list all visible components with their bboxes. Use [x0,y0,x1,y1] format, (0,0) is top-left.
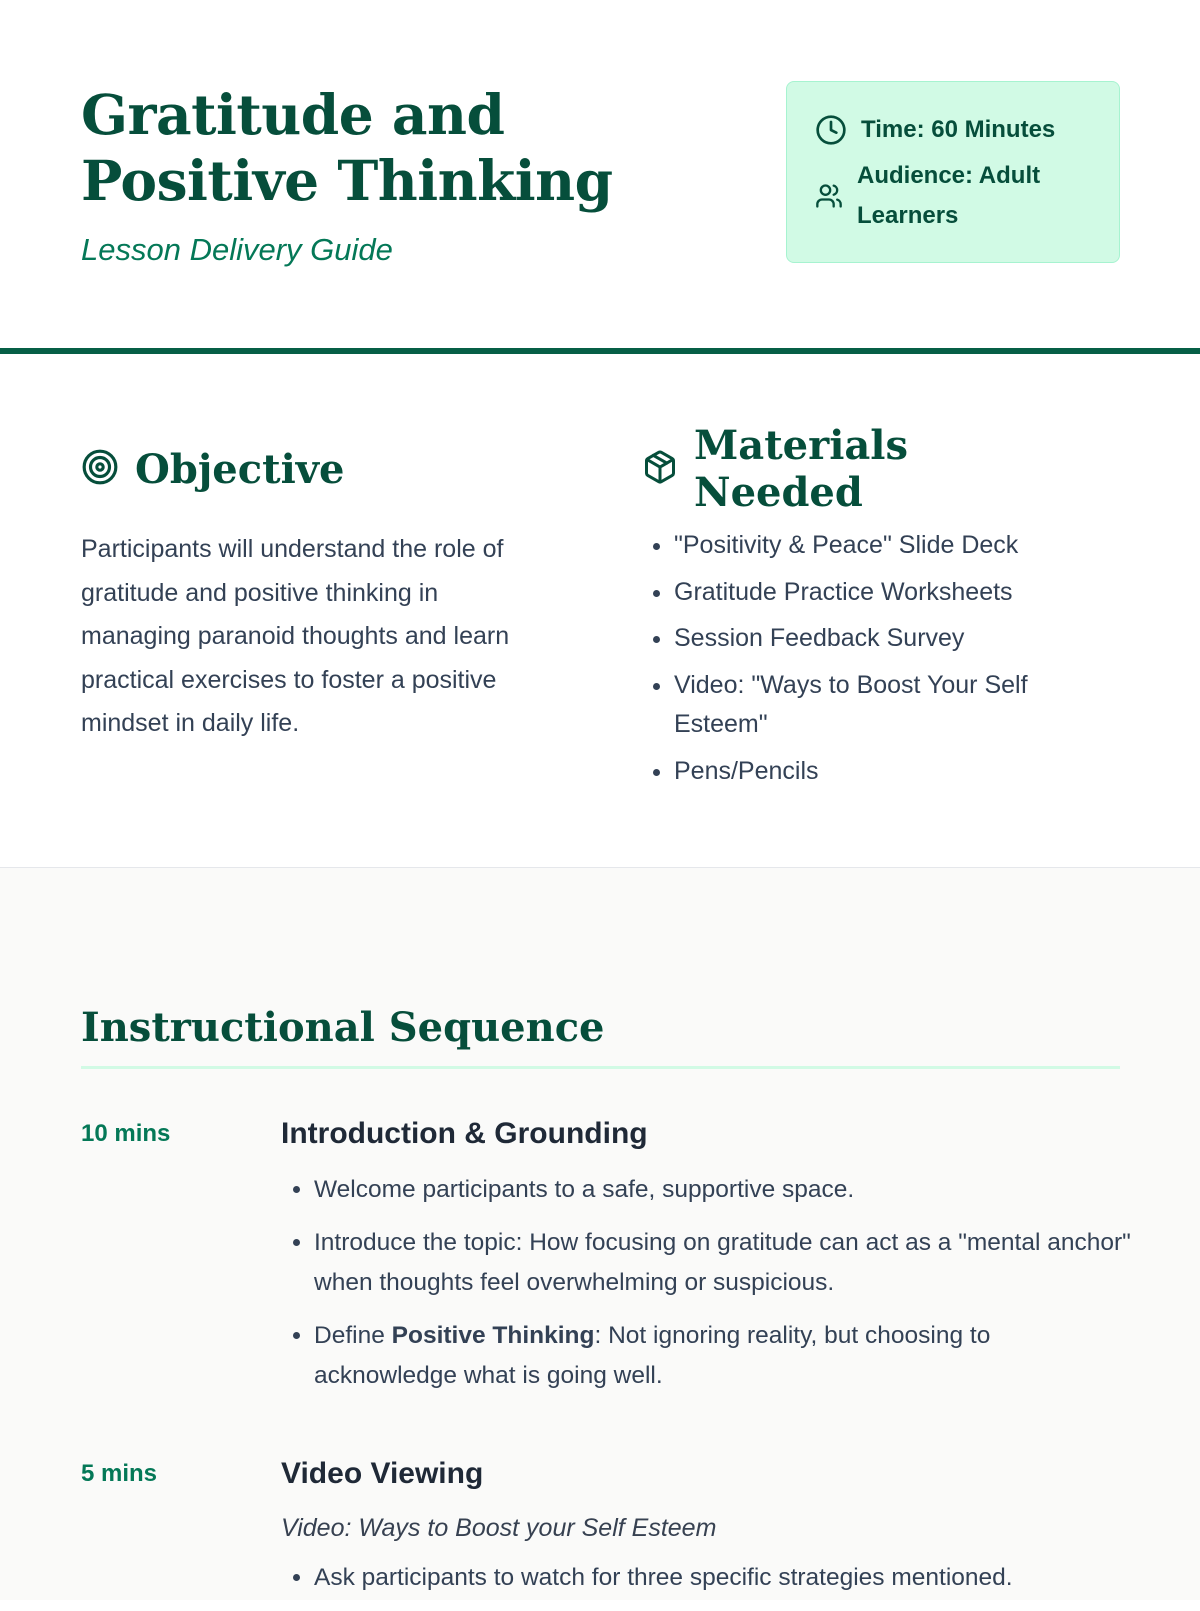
page-subtitle: Lesson Delivery Guide [81,232,393,267]
lesson-meta-card [786,81,1120,263]
step-body [281,1452,1131,1611]
list-item: • Ask participants to watch for three specific strategies mentioned. [314,1558,1131,1598]
list-item: • Pens/Pencils [674,752,1082,792]
list-item: • Welcome participants to a safe, supportive space. [314,1170,1131,1210]
list-item: • Video: "Ways to Boost Your Self Esteem" [674,666,1082,745]
define-rest: : Not ignoring reality, but choosing to acknowledge what is going well. [314,1322,991,1389]
step-body [281,1112,1131,1409]
lesson-header [0,0,1200,354]
step-duration: 5 mins [81,1460,158,1487]
list-item: • Session Feedback Survey [674,619,1082,659]
step-list [281,1558,1131,1598]
time-meta [815,110,1093,150]
target-icon [81,448,119,491]
objective-heading-row [81,434,551,504]
objective-heading: Objective [135,445,345,493]
clock-icon [815,110,847,150]
list-item: • Introduce the topic: How focusing on gratitude can act as a "mental anchor" when thoughts feel overwhelming or suspicious. [314,1223,1131,1303]
step-list [281,1170,1131,1396]
step-video-title: Video: Ways to Boost your Self Esteem [281,1514,717,1542]
title-block [81,82,701,268]
time-label: Time: 60 Minutes [861,116,1056,143]
audience-meta [815,156,1093,236]
step-duration: 10 mins [81,1120,171,1147]
define-prefix: Define [314,1322,392,1349]
page-title: Gratitude and Positive Thinking [81,82,613,213]
materials-heading-row [642,422,1082,516]
materials-section [642,422,1082,798]
step-title: Video Viewing [281,1457,484,1490]
instructional-sequence-section [0,868,1200,1600]
materials-heading: Materials Needed [694,422,909,516]
list-item [314,1316,1131,1396]
objective-section [81,434,551,746]
list-item: • "Positivity & Peace" Slide Deck [674,526,1082,566]
users-icon [815,156,843,236]
package-icon [642,449,678,490]
audience-label: Audience: Adult Learners [857,162,1041,229]
sequence-heading-wrap [81,1000,1120,1069]
step-title: Introduction & Grounding [281,1117,648,1150]
sequence-heading: Instructional Sequence [81,1004,605,1051]
overview-section [0,354,1200,868]
objective-text: Participants will understand the role of gratitude and positive thinking in managing paranoid thoughts and learn practical exercises to foster a positive mindset in daily life. [81,535,510,737]
define-term: Positive Thinking [391,1322,595,1349]
materials-list [642,526,1082,791]
list-item: • Gratitude Practice Worksheets [674,573,1082,613]
